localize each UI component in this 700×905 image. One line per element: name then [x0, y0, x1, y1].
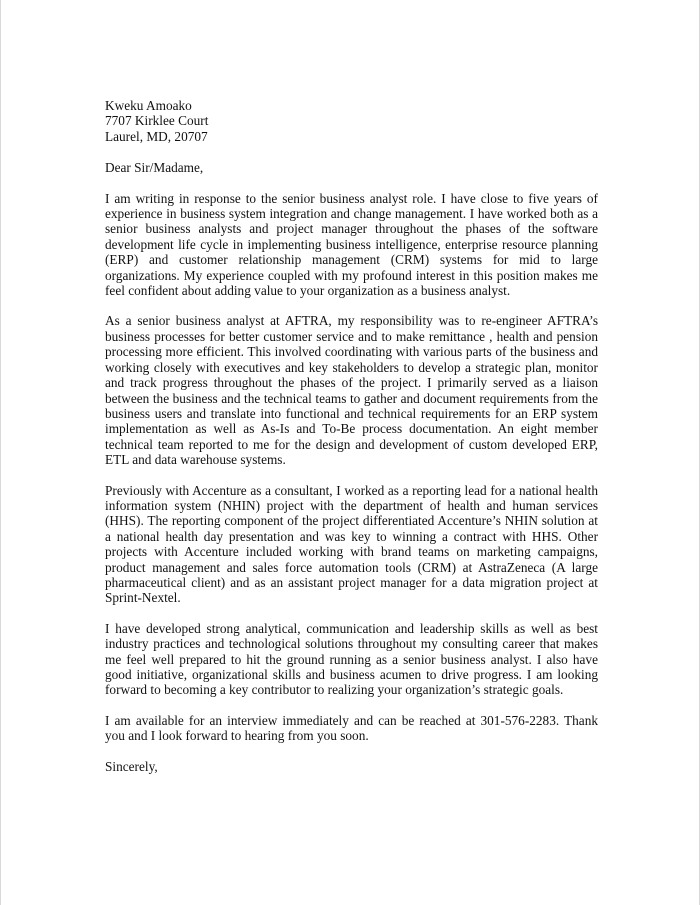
sender-city-line: Laurel, MD, 20707: [105, 128, 208, 144]
paragraph-aftra-experience: As a senior business analyst at AFTRA, my responsibility was to re-engineer AFTRA’s business processes for better customer service and to make remittance , health and pension processing more efficient. This involved coordinating with various parts of the business and working closely with executives and key stakeholders to develop a strategic plan, monitor and track progress throughout the phases of the project. I primarily served as a liaison between the business and the technical teams to gather and document requirements from the business users and translate into functional and technical requirements for an ERP system implementation as well as As-Is and To-Be process documentation. An eight member technical team reported to me for the design and development of custom developed ERP, ETL and data warehouse systems.: [105, 313, 598, 468]
sender-name: Kweku Amoako: [105, 98, 192, 113]
paragraph-skills: I have developed strong analytical, communication and leadership skills as well as best industry practices and technological solutions throughout my consulting career that makes me feel well prepared to hit the ground running as a senior business analyst. I also have good initiative, organizational skills and business acumen to drive progress. I am looking forward to becoming a key contributor to realizing your organization’s strategic goals.: [105, 620, 598, 698]
closing: Sincerely,: [105, 758, 158, 774]
sender-address: [105, 98, 598, 144]
paragraph-accenture-experience: Previously with Accenture as a consultant, I worked as a reporting lead for a national health information system (NHIN) project with the department of health and human services (HHS). The reporting component of the project differentiated Accenture’s NHIN solution at a national health day presentation and was key to winning a contract with HHS. Other projects with Accenture included working with brand teams on marketing campaigns, product management and sales force automation tools (CRM) at AstraZeneca (A large pharmaceutical client) and as an assistant project manager for a data migration project at Sprint-Nextel.: [105, 482, 598, 606]
salutation: Dear Sir/Madame,: [105, 160, 204, 176]
paragraph-intro: I am writing in response to the senior business analyst role. I have close to five years of experience in business system integration and change management. I have worked both as a senior business analysts and project manager throughout the phases of the software development life cycle in implementing business intelligence, enterprise resource planning (ERP) and customer relationship management (CRM) systems for mid to large organizations. My experience coupled with my profound interest in this position makes me feel confident about adding value to your organization as a business analyst.: [105, 190, 598, 299]
paragraph-availability: I am available for an interview immediately and can be reached at 301-576-2283. Thank you and I look forward to hearing from you soon.: [105, 712, 598, 744]
cover-letter: [105, 98, 598, 774]
sender-street: 7707 Kirklee Court: [105, 113, 209, 129]
